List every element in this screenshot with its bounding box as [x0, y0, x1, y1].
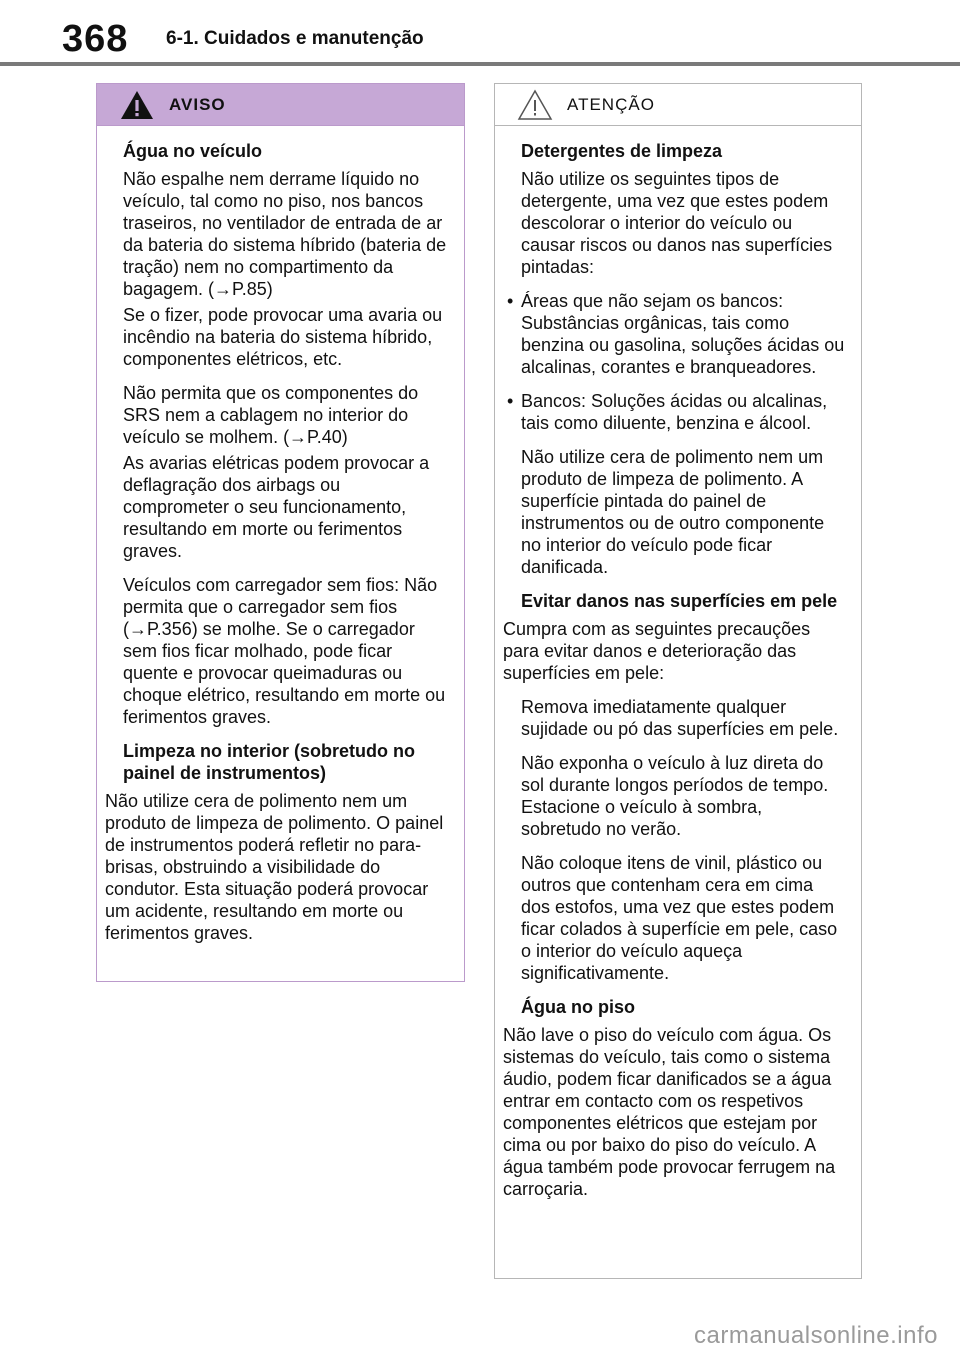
caution-paragraph: Não utilize os seguintes tipos de detergente, uma vez que estes podem descolorar o interior do veículo ou causar riscos ou danos nas superfícies pintadas:: [521, 169, 833, 277]
caution-box-header: [495, 84, 861, 126]
caution-paragraph: Remova imediatamente qualquer sujidade ou pó das superfícies em pele.: [521, 697, 839, 739]
caution-paragraph: Não exponha o veículo à luz direta do sol durante longos períodos de tempo. Estacione o veículo à sombra, sobretudo no verão.: [521, 753, 829, 839]
warning-triangle-icon: [119, 89, 155, 121]
warning-box-body: [97, 126, 464, 944]
caution-paragraph: Cumpra com as seguintes precauções para evitar danos e deterioração das superfícies em pele:: [503, 619, 811, 683]
caution-box-body: [495, 126, 861, 1200]
caution-triangle-icon: [517, 89, 553, 121]
caution-label: ATENÇÃO: [567, 95, 655, 114]
header-divider: [0, 62, 960, 66]
warning-paragraph: As avarias elétricas podem provocar a deflagração dos airbags ou comprometer o seu funcionamento, resultando em morte ou ferimentos graves.: [123, 453, 430, 561]
heading-interior-cleaning: Limpeza no interior (sobretudo no painel de instrumentos): [123, 741, 415, 783]
warning-label: AVISO: [169, 95, 226, 114]
warning-paragraph: Não utilize cera de polimento nem um produto de limpeza de polimento. O painel de instrumentos poderá refletir no para-brisas, obstruindo a visibilidade do condutor. Esta situação poderá provocar um acidente, resultando em morte ou ferimentos graves.: [105, 791, 444, 943]
heading-leather: Evitar danos nas superfícies em pele: [521, 591, 838, 611]
heading-water-in-vehicle: Água no veículo: [123, 141, 263, 161]
list-item: [495, 290, 861, 378]
list-item-text: Áreas que não sejam os bancos: Substâncias orgânicas, tais como benzina ou gasolina, soluções ácidas ou alcalinas, corantes e branqueadores.: [521, 291, 845, 377]
warning-box-header: [97, 84, 464, 126]
warning-paragraph: Se o fizer, pode provocar uma avaria ou incêndio na bateria do sistema híbrido, componentes elétricos, etc.: [123, 305, 443, 369]
caution-box: [494, 83, 862, 1279]
warning-box: [96, 83, 465, 982]
heading-detergents: Detergentes de limpeza: [521, 141, 723, 161]
watermark: carmanualsonline.info: [694, 1322, 938, 1349]
caution-paragraph: Não coloque itens de vinil, plástico ou outros que contenham cera em cima dos estofos, uma vez que estes podem ficar colados à superfície em pele, caso o interior do veículo aqueça significativamente.: [521, 853, 838, 983]
caution-paragraph: Não utilize cera de polimento nem um produto de limpeza de polimento. A superfície pintada do painel de instrumentos ou de outro componente no interior do veículo pode ficar danificada.: [521, 447, 825, 577]
section-title: 6-1. Cuidados e manutenção: [166, 28, 424, 49]
warning-paragraph: Veículos com carregador sem fios: Não permita que o carregador sem fios (→P.356) se molhe. Se o carregador sem fios ficar molhado, pode ficar quente e provocar queimaduras ou choque elétrico, resultando em morte ou ferimentos graves.: [123, 575, 446, 727]
list-item: [495, 390, 861, 434]
warning-paragraph: Não permita que os componentes do SRS nem a cablagem no interior do veículo se molhem. (→P.40): [123, 383, 419, 447]
warning-paragraph: Não espalhe nem derrame líquido no veículo, tal como no piso, nos bancos traseiros, no ventilador de entrada de ar da bateria do sistema híbrido (bateria de tração) nem no compartimento da bagagem. (→P.85): [123, 169, 447, 299]
bullet-icon: •: [507, 291, 514, 311]
page-header: [0, 0, 960, 64]
caution-paragraph: Não lave o piso do veículo com água. Os sistemas do veículo, tais como o sistema áudio, podem ficar danificados se a água entrar em contacto com os respetivos componentes elétricos que estejam por cima ou por baixo do piso do veículo. A água também pode provocar ferrugem na carroçaria.: [503, 1025, 836, 1199]
list-item-text: Bancos: Soluções ácidas ou alcalinas, tais como diluente, benzina e álcool.: [521, 391, 828, 433]
page-number: 368: [62, 18, 129, 60]
heading-water-on-floor: Água no piso: [521, 997, 635, 1017]
bullet-icon: •: [507, 391, 514, 411]
